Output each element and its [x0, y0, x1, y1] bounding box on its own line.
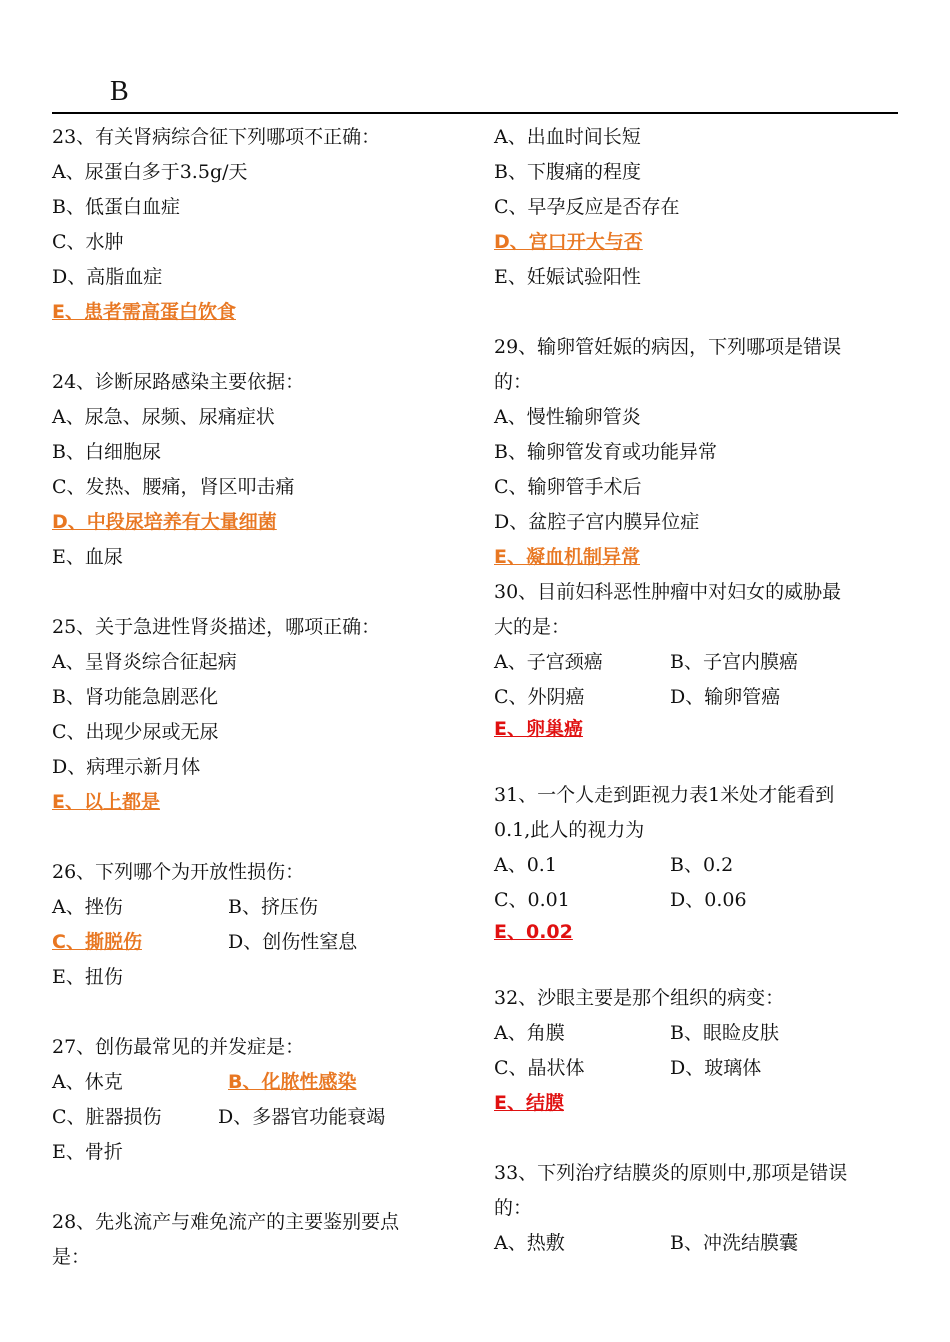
question-31-stem-line-1: 31、一个人走到距视力表1米处才能看到 — [494, 784, 835, 806]
question-25-stem: 25、关于急进性肾炎描述，哪项正确： — [52, 616, 381, 638]
question-28-option-c: C、早孕反应是否存在 — [494, 196, 680, 218]
question-24-answer: D、中段尿培养有大量细菌 — [52, 511, 277, 533]
question-25-answer: E、以上都是 — [52, 791, 160, 813]
question-33-stem-line-2: 的： — [494, 1197, 533, 1219]
question-33-option-b: B、冲洗结膜囊 — [670, 1232, 798, 1254]
question-24-option-a: A、尿急、尿频、尿痛症状 — [52, 406, 275, 428]
header-letter: B — [110, 76, 129, 107]
question-28-option-a: A、出血时间长短 — [494, 126, 641, 148]
question-30-answer: E、卵巢癌 — [494, 718, 583, 740]
question-24-option-c: C、发热、腰痛，肾区叩击痛 — [52, 476, 295, 498]
question-23-option-c: C、水肿 — [52, 231, 124, 253]
question-27-option-d: D、多器官功能衰竭 — [218, 1106, 386, 1128]
question-25-option-c: C、出现少尿或无尿 — [52, 721, 219, 743]
question-23-option-d: D、高脂血症 — [52, 266, 163, 288]
question-28-option-b: B、下腹痛的程度 — [494, 161, 641, 183]
question-23-option-a: A、尿蛋白多于3.5g/天 — [52, 161, 248, 183]
question-26-answer: C、撕脱伤 — [52, 931, 142, 953]
question-30-stem-line-2: 大的是： — [494, 616, 571, 638]
question-28-answer: D、宫口开大与否 — [494, 231, 643, 253]
question-25-option-b: B、肾功能急剧恶化 — [52, 686, 218, 708]
question-23-answer: E、患者需高蛋白饮食 — [52, 301, 236, 323]
question-24-option-e: E、血尿 — [52, 546, 123, 568]
question-33-stem-line-1: 33、下列治疗结膜炎的原则中,那项是错误 — [494, 1162, 848, 1184]
question-33-option-a: A、热敷 — [494, 1232, 565, 1254]
question-32-option-c: C、晶状体 — [494, 1057, 585, 1079]
question-31-option-b: B、0.2 — [670, 854, 734, 876]
question-31-answer: E、0.02 — [494, 921, 573, 943]
question-26-option-a: A、挫伤 — [52, 896, 123, 918]
question-27-option-c: C、脏器损伤 — [52, 1106, 162, 1128]
question-24-option-b: B、白细胞尿 — [52, 441, 161, 463]
question-31-option-c: C、0.01 — [494, 889, 570, 911]
question-23-option-b: B、低蛋白血症 — [52, 196, 180, 218]
question-27-answer: B、化脓性感染 — [228, 1071, 357, 1093]
question-27-stem: 27、创伤最常见的并发症是： — [52, 1036, 305, 1058]
question-28-stem-line-1: 28、先兆流产与难免流产的主要鉴别要点 — [52, 1211, 400, 1233]
question-26-option-b: B、挤压伤 — [228, 896, 318, 918]
question-32-option-b: B、眼睑皮肤 — [670, 1022, 779, 1044]
question-29-stem-line-1: 29、输卵管妊娠的病因，下列哪项是错误 — [494, 336, 842, 358]
question-24-stem: 24、诊断尿路感染主要依据： — [52, 371, 305, 393]
question-25-option-a: A、呈肾炎综合征起病 — [52, 651, 237, 673]
question-26-stem: 26、下列哪个为开放性损伤： — [52, 861, 305, 883]
question-28-option-e: E、妊娠试验阳性 — [494, 266, 641, 288]
question-29-option-a: A、慢性输卵管炎 — [494, 406, 641, 428]
question-29-option-c: C、输卵管手术后 — [494, 476, 642, 498]
question-27-option-e: E、骨折 — [52, 1141, 123, 1163]
left-column — [52, 120, 462, 1275]
question-30-stem-line-1: 30、目前妇科恶性肿瘤中对妇女的威胁最 — [494, 581, 842, 603]
question-32-answer: E、结膜 — [494, 1092, 564, 1114]
question-30-option-d: D、输卵管癌 — [670, 686, 781, 708]
question-28-stem-line-2: 是： — [52, 1246, 91, 1268]
question-27-option-a: A、休克 — [52, 1071, 123, 1093]
question-32-option-a: A、角膜 — [494, 1022, 565, 1044]
question-29-option-b: B、输卵管发育或功能异常 — [494, 441, 717, 463]
question-23-stem: 23、有关肾病综合征下列哪项不正确： — [52, 126, 381, 148]
question-31-option-d: D、0.06 — [670, 889, 747, 911]
question-29-option-d: D、盆腔子宫内膜异位症 — [494, 511, 700, 533]
question-30-option-a: A、子宫颈癌 — [494, 651, 603, 673]
question-31-option-a: A、0.1 — [494, 854, 557, 876]
question-32-stem: 32、沙眼主要是那个组织的病变： — [494, 987, 785, 1009]
question-26-option-d: D、创伤性窒息 — [228, 931, 358, 953]
header-rule — [52, 112, 898, 114]
question-30-option-b: B、子宫内膜癌 — [670, 651, 798, 673]
question-25-option-d: D、病理示新月体 — [52, 756, 201, 778]
question-26-option-e: E、扭伤 — [52, 966, 123, 988]
question-30-option-c: C、外阴癌 — [494, 686, 585, 708]
question-32-option-d: D、玻璃体 — [670, 1057, 762, 1079]
question-29-stem-line-2: 的： — [494, 371, 533, 393]
right-column — [494, 120, 904, 1261]
question-29-answer: E、凝血机制异常 — [494, 546, 640, 568]
question-31-stem-line-2: 0.1,此人的视力为 — [494, 819, 645, 841]
